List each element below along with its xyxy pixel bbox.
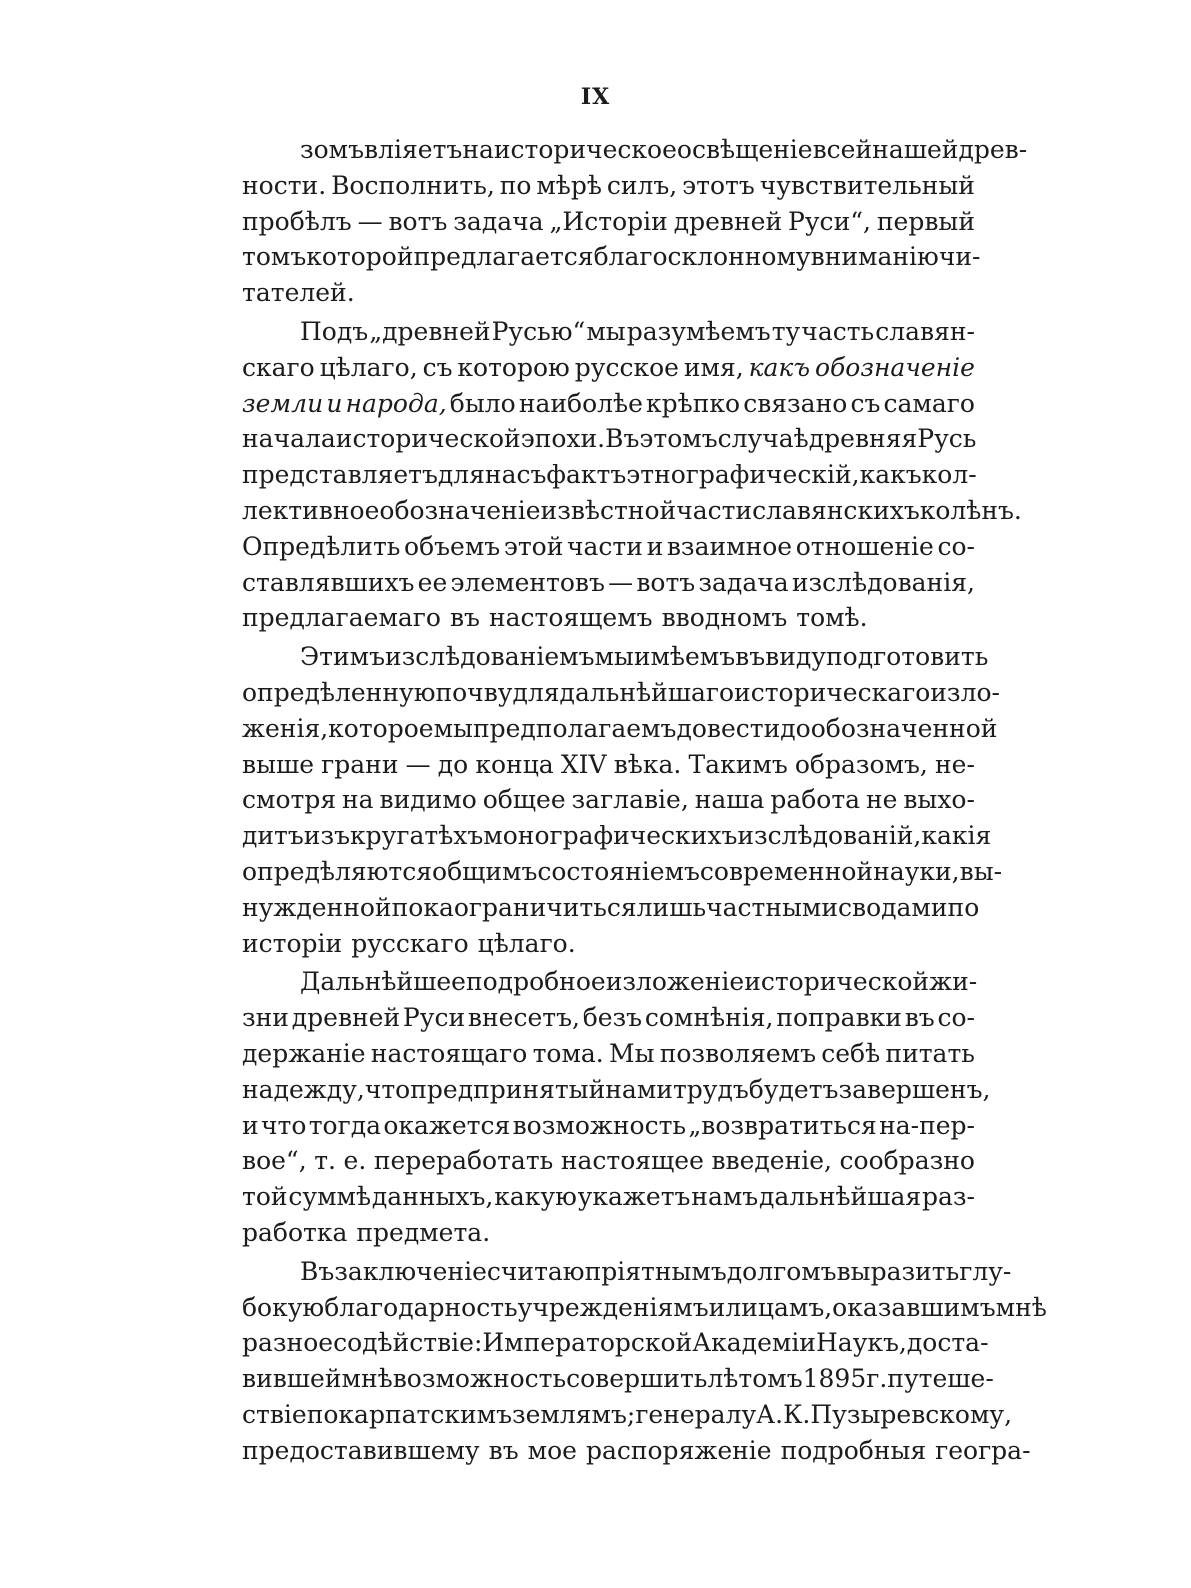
text-line: зни древней Руси внесетъ, безъ сомнѣнія, поправки въ со- <box>242 1003 975 1033</box>
text-line: начала исторической эпохи. Въ этомъ случаѣ древняя Русь <box>242 424 977 454</box>
text-line: держаніе настоящаго тома. Мы позволяемъ себѣ питать <box>242 1038 975 1068</box>
text-line: томъ которой предлагается благосклонному вниманію чи- <box>242 242 981 272</box>
paragraph <box>242 132 1028 311</box>
paragraph <box>242 964 991 1250</box>
text-line: зомъ вліяетъ на историческое освѣщеніе всей нашей древ- <box>300 135 1028 164</box>
body-text <box>242 132 1047 1468</box>
text-line: пробѣлъ — вотъ задача „Исторіи древней Руси“, первый <box>242 206 975 236</box>
text-line: земли и народа, было наиболѣе крѣпко связано съ самаго <box>242 388 975 418</box>
paragraph <box>242 1254 1047 1469</box>
text-line: опредѣляются общимъ состояніемъ современной науки, вы- <box>242 856 1003 886</box>
text-line: вившей мнѣ возможность совершить лѣтомъ 1895 г. путеше- <box>242 1364 994 1394</box>
text-line: Въ заключеніе считаю пріятнымъ долгомъ выразить глу- <box>300 1256 1012 1286</box>
text-line: ствіе по карпатскимъ землямъ; генералу А. К. Пузыревскому, <box>242 1399 1013 1429</box>
text-line: ставлявшихъ ее элементовъ — вотъ задача изслѣдованія, <box>242 567 975 597</box>
text-line: Подъ „древней Русью“ мы разумѣемъ ту часть славян- <box>300 316 975 346</box>
text-line: бокую благодарность учрежденіямъ и лицамъ, оказавшимъ мнѣ <box>242 1292 1047 1322</box>
text-line: предлагаемаго въ настоящемъ вводномъ томѣ. <box>242 603 868 633</box>
text-line: и что тогда окажется возможность „возвратиться на-пер- <box>242 1110 975 1140</box>
page-number: IX <box>580 84 611 110</box>
text-line: лективное обозначеніе извѣстной части славянскихъ колѣнъ. <box>242 495 1022 525</box>
text-line: разное содѣйствіе: Императорской Академіи Наукъ, доста- <box>242 1328 989 1358</box>
text-line: Опредѣлить объемъ этой части и взаимное отношеніе со- <box>242 531 975 561</box>
text-line: выше грани — до конца XIV вѣка. Такимъ образомъ, не- <box>242 749 975 779</box>
text-line: дитъ изъ круга тѣхъ монографическихъ изслѣдованій, какія <box>242 821 992 851</box>
text-line: представляетъ для насъ фактъ этнографическій, какъ кол- <box>242 460 977 490</box>
text-line: женія, которое мы предполагаемъ довести до обозначенной <box>242 713 998 743</box>
text-line: исторіи русскаго цѣлаго. <box>242 928 576 958</box>
text-line: предоставившему въ мое распоряженіе подробныя геогра- <box>242 1435 1031 1465</box>
text-line: тателей. <box>242 278 355 308</box>
text-line: опредѣленную почву для дальнѣйшаго историческаго изло- <box>242 677 1000 707</box>
text-line: нужденной пока ограничиться лишь частными сводами по <box>242 892 980 922</box>
text-line: той суммѣ данныхъ, какую укажетъ намъ дальнѣйшая раз- <box>242 1182 975 1212</box>
text-line: надежду, что предпринятый нами трудъ будетъ завершенъ, <box>242 1074 991 1104</box>
text-line: ности. Восполнить, по мѣрѣ силъ, этотъ чувствительный <box>242 170 975 200</box>
text-line: работка предмета. <box>242 1217 491 1247</box>
text-line: Этимъ изслѣдованіемъ мы имѣемъ въ виду подготовить <box>300 642 989 672</box>
text-line: смотря на видимо общее заглавіе, наша работа не выхо- <box>242 785 975 815</box>
text-line: Дальнѣйшее подробное изложеніе исторической жи- <box>300 967 978 997</box>
text-line: скаго цѣлаго, съ которою русское имя, какъ обозначеніе <box>242 352 975 382</box>
paragraph <box>242 639 1003 961</box>
text-line: вое“, т. е. переработать настоящее введеніе, сообразно <box>242 1146 975 1176</box>
paragraph <box>242 314 1022 636</box>
